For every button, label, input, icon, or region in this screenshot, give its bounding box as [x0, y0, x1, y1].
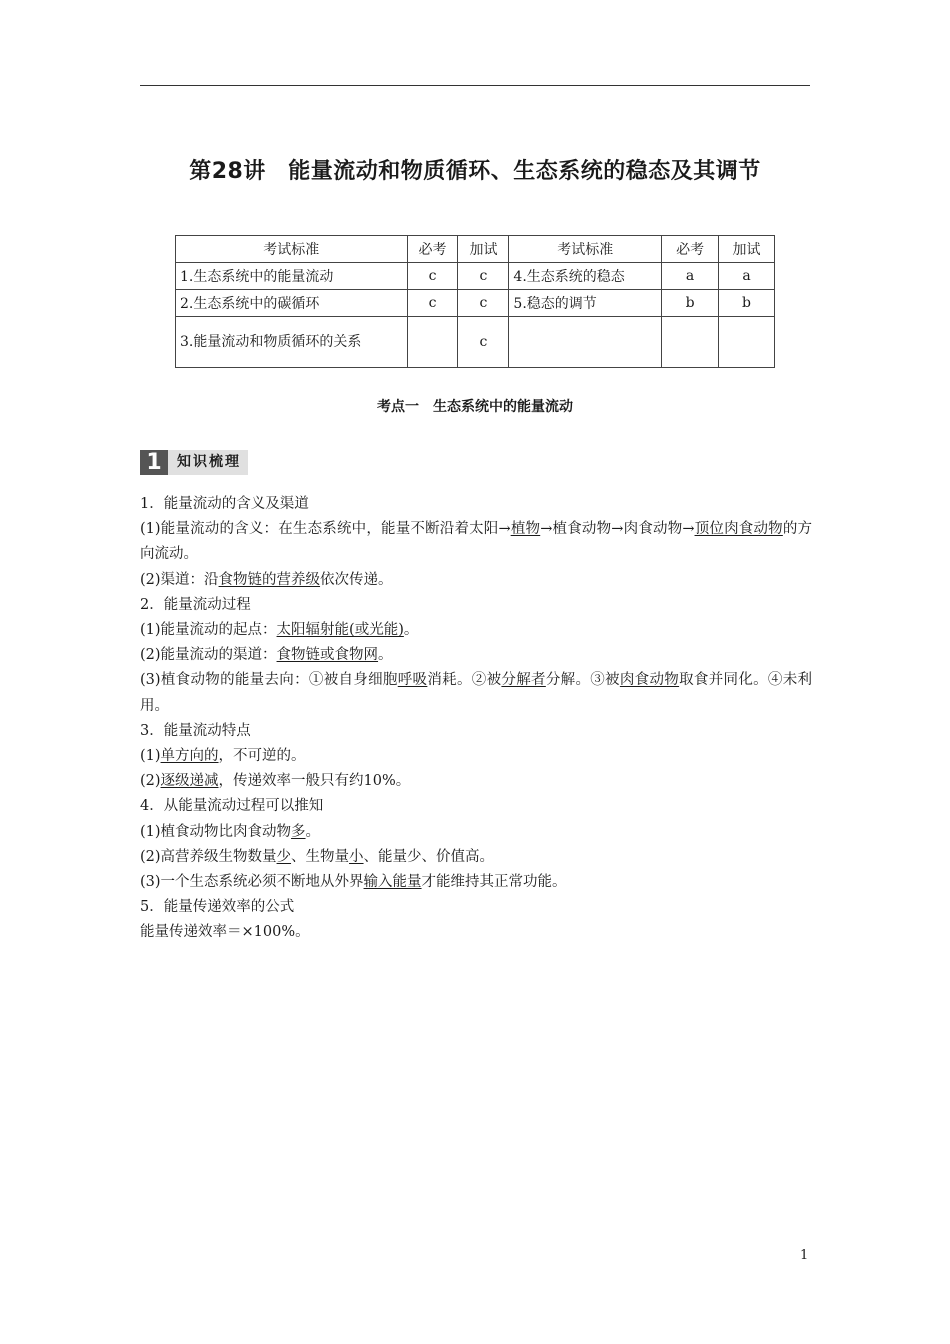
- table-header-row: [176, 236, 775, 263]
- text: (1)能量流动的含义：在生态系统中，能量不断沿着太阳→: [140, 521, 511, 538]
- table-row: [176, 263, 775, 290]
- table-cell: b: [662, 290, 719, 317]
- answer-blank: 肉食动物: [619, 672, 680, 689]
- paragraph: [140, 668, 812, 718]
- paragraph: [140, 769, 812, 794]
- text: 消耗。②被: [427, 672, 502, 689]
- text: 依次传递。: [320, 571, 393, 588]
- heading-4: 4．从能量流动过程可以推知: [140, 798, 324, 815]
- text: 分解。③被: [545, 672, 620, 689]
- answer-blank: 少: [276, 848, 292, 865]
- heading-3: 3．能量流动特点: [140, 722, 251, 739]
- page-number: 1: [800, 1248, 809, 1263]
- table-header: 必考: [662, 236, 719, 263]
- paragraph: [140, 820, 812, 845]
- answer-blank: 呼吸: [397, 672, 428, 689]
- table-cell: 1.生态系统中的能量流动: [176, 263, 408, 290]
- table-header: 必考: [407, 236, 458, 263]
- answer-blank: 逐级递减: [160, 773, 219, 790]
- table-cell: [662, 317, 719, 368]
- paragraph: [140, 568, 812, 593]
- text: (1)能量流动的起点：: [140, 622, 277, 639]
- table-header: 加试: [719, 236, 775, 263]
- text: (2)能量流动的渠道：: [140, 647, 277, 664]
- table-cell: c: [458, 263, 509, 290]
- table-cell: a: [719, 263, 775, 290]
- text: (2)高营养级生物数量: [140, 848, 277, 865]
- table-cell: 2.生态系统中的碳循环: [176, 290, 408, 317]
- table-cell: 3.能量流动和物质循环的关系: [176, 317, 408, 368]
- text: 。: [403, 622, 419, 639]
- table-cell: [719, 317, 775, 368]
- answer-blank: 食物链的营养级: [218, 571, 321, 588]
- answer-blank: 太阳辐射能(或光能): [276, 622, 404, 639]
- heading-1: 1．能量流动的含义及渠道: [140, 496, 309, 512]
- table-row: [176, 317, 775, 368]
- table-cell: c: [458, 290, 509, 317]
- table-cell: [407, 317, 458, 368]
- table-cell: c: [407, 290, 458, 317]
- answer-blank: 小: [349, 848, 364, 865]
- text: 取食并同化。④未利用。: [140, 672, 813, 714]
- section-title: 考点一 生态系统中的能量流动: [377, 399, 573, 415]
- text: 的方向流动。: [140, 521, 813, 563]
- answer-blank: 多: [291, 823, 306, 840]
- table-header: 考试标准: [509, 236, 662, 263]
- table-row: [176, 290, 775, 317]
- text: (3)一个生态系统必须不断地从外界: [140, 874, 364, 891]
- answer-blank: 分解者: [501, 672, 546, 689]
- heading-5: 5．能量传递效率的公式: [140, 899, 295, 916]
- text: ，不可逆的。: [218, 748, 306, 765]
- paragraph: [140, 517, 812, 567]
- table-header: 加试: [458, 236, 509, 263]
- table-cell: c: [407, 263, 458, 290]
- header-rule: [140, 85, 810, 86]
- text: ，传递效率一般只有约10%。: [218, 773, 411, 790]
- text: 。: [378, 647, 393, 664]
- paragraph: [140, 845, 812, 870]
- answer-blank: 输入能量: [363, 874, 422, 891]
- paragraph: [140, 870, 812, 895]
- answer-blank: 单方向的: [160, 748, 219, 765]
- answer-blank: 植物: [510, 521, 541, 538]
- formula-line: 能量传递效率＝×100%。: [140, 924, 310, 941]
- text: 、生物量: [291, 848, 350, 865]
- table-cell: b: [719, 290, 775, 317]
- table-cell: [509, 317, 662, 368]
- table-header: 考试标准: [176, 236, 408, 263]
- text: (3)植食动物的能量去向：①被自身细胞: [140, 672, 398, 689]
- text: (1): [140, 748, 161, 765]
- exam-standards-table: [175, 235, 775, 368]
- text: (1)植食动物比肉食动物: [140, 823, 292, 840]
- table-cell: 5.稳态的调节: [509, 290, 662, 317]
- heading-2: 2．能量流动过程: [140, 596, 251, 613]
- text: (2)渠道：沿: [140, 571, 219, 588]
- page-title: 第28讲 能量流动和物质循环、生态系统的稳态及其调节: [189, 159, 761, 184]
- answer-blank: 食物链或食物网: [276, 647, 379, 664]
- answer-blank: 顶位肉食动物: [694, 521, 783, 538]
- text: 。: [305, 823, 321, 840]
- knowledge-badge: [140, 450, 248, 475]
- text: 才能维持其正常功能。: [421, 874, 567, 891]
- table-cell: c: [458, 317, 509, 368]
- text: 、能量少、价值高。: [363, 848, 495, 865]
- text: →植食动物→肉食动物→: [540, 521, 695, 538]
- table-cell: a: [662, 263, 719, 290]
- content-body: [140, 492, 812, 946]
- paragraph: [140, 643, 812, 668]
- paragraph: [140, 744, 812, 769]
- text: (2): [140, 773, 161, 790]
- table-cell: 4.生态系统的稳态: [509, 263, 662, 290]
- badge-label: 知识梳理: [168, 450, 248, 475]
- badge-number: 1: [140, 450, 168, 475]
- paragraph: [140, 618, 812, 643]
